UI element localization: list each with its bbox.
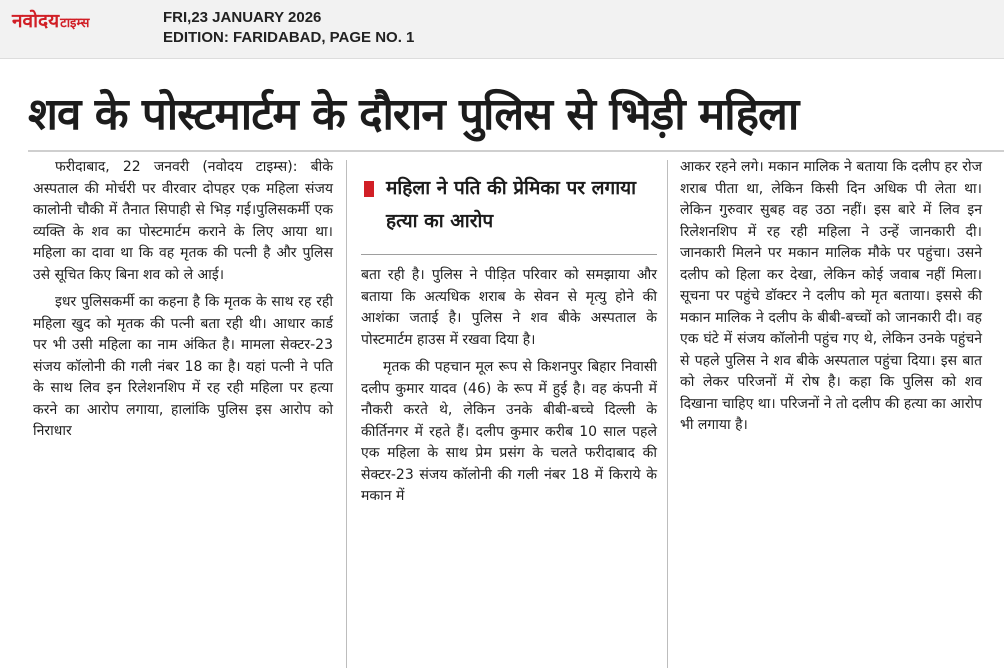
paragraph: आकर रहने लगे। मकान मालिक ने बताया कि दलीप हर रोज शराब पीता था, लेकिन किसी दिन अधिक पी लेता था। लेकिन गुरुवार सुबह वह उठा नहीं। इस बारे में लिव इन रिलेशनशिप में रह रही महिला ने उन्हें जानकारी दी। जानकारी मिलने पर मकान मालिक मौके पर पहुंचा। उसने दलीप को हिला कर देखा, लेकिन कोई जवाब नहीं मिला। सूचना पर पहुंचे डॉक्टर ने दलीप को मृत बताया। इससे की मकान मालिक ने दलीप के बीबी-बच्चों को जानकारी दी। वह एक घंटे में संजय कॉलोनी पहुंच गए थे, लेकिन उनके पहुंचने से पहले पुलिस ने शव बीके अस्पताल पहुंचा दिया। इस बात को लेकर परिजनों में रोष है। कहा कि पुलिस को शव दिखाना चाहिए था। परिजनों ने तो दलीप की हत्या का आरोप भी लगाया है। (680, 159, 982, 433)
article-headline: शव के पोस्टमार्टम के दौरान पुलिस से भिड़ी महिला (28, 89, 799, 140)
paragraph: बता रही है। पुलिस ने पीड़ित परिवार को समझाया और बताया कि अत्यधिक शराब के सेवन से मृत्यु होने की आशंका जताई है। पुलिस ने शव बीके अस्पताल के पोस्टमार्टम हाउस में रखवा दिया है। (361, 267, 657, 348)
headline-divider (28, 150, 1004, 152)
subheading-bullet-icon (364, 181, 374, 197)
paragraph: फरीदाबाद, 22 जनवरी (नवोदय टाइम्स): बीके अस्पताल की मोर्चरी पर वीरवार दोपहर एक महिला संजय कालोनी चौकी में तैनात सिपाही से भिड़ गई।पुलिसकर्मी एक व्यक्ति के शव का पोस्टमार्टम कराने के लिए आया था। महिला का दावा था कि वह मृतक की पत्नी है और पुलिस उसे सूचित किए बिना शव को ले आई। (33, 159, 333, 283)
issue-date: FRI,23 JANUARY 2026 (163, 9, 322, 26)
column-divider (346, 160, 347, 668)
paragraph: मृतक की पहचान मूल रूप से किशनपुर बिहार निवासी दलीप कुमार यादव (46) के रूप में हुई है। वह कंपनी में नौकरी करते थे, लेकिन उनके बीबी-बच्चे दिल्ली के कीर्तिनगर में रहते हैं। दलीप कुमार करीब 10 साल पहले एक महिला के साथ प्रेम प्रसंग के चलते फरीदाबाद की सेक्टर-23 संजय कॉलोनी की गली नंबर 18 में किराये के मकान में (361, 359, 657, 504)
logo-main-text: नवोदय (12, 10, 60, 32)
subheading-text: महिला ने पति की प्रेमिका पर लगाया हत्या का आरोप (386, 177, 637, 232)
top-bar (0, 0, 1004, 59)
article-subheading (361, 172, 657, 252)
article-column-2 (361, 265, 657, 508)
edition-page: EDITION: FARIDABAD, PAGE NO. 1 (163, 29, 415, 46)
article-column-1 (33, 157, 333, 443)
column-divider (667, 160, 668, 668)
edition-info (163, 8, 414, 48)
article-column-3 (680, 157, 982, 437)
logo-sub-text: टाइम्स (60, 16, 90, 31)
paragraph: इधर पुलिसकर्मी का कहना है कि मृतक के साथ रह रही महिला खुद को मृतक की पत्नी बता रही थी। आधार कार्ड पर भी उसी महिला का नाम अंकित है। मामला सेक्टर-23 संजय कॉलोनी की गली नंबर 18 का है। यहां पत्नी ने पति के साथ लिव इन रिलेशनशिप में रह रही महिला पर हत्या करने का आरोप लगाया, हालांकि पुलिस इस आरोप को निराधार (33, 294, 333, 439)
newspaper-logo[interactable] (12, 10, 89, 35)
subheading-divider (361, 254, 657, 255)
